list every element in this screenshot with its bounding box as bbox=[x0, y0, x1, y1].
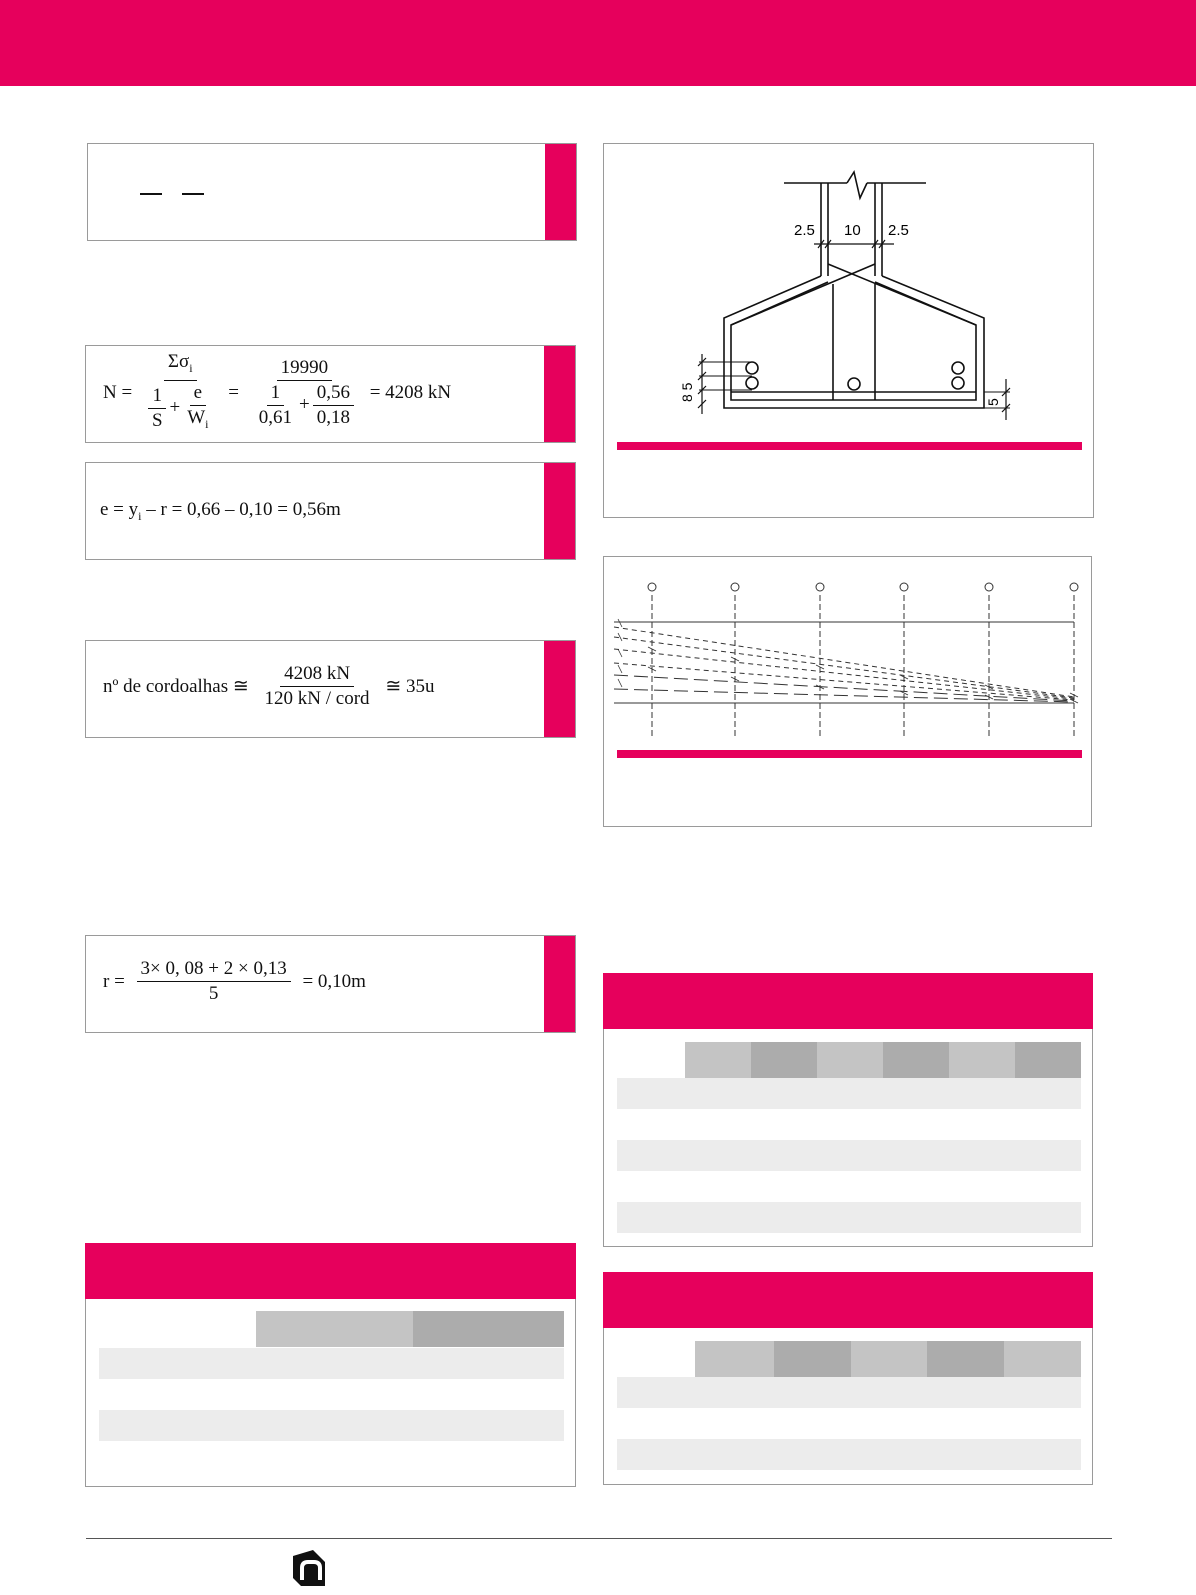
table-right-1 bbox=[603, 973, 1093, 1247]
header-bar bbox=[0, 0, 1196, 86]
equation-r: r = $\frac{3\times 0, 08 + 2 \times 0,13}{5}$ = 0,10m bbox=[103, 958, 366, 1004]
equation-cordoalhas: nº de cordoalhas ≅ $\frac{4208 kN}{\text{120 kN / cord}}$ ≅ 35u bbox=[103, 663, 435, 709]
dim-label: 2.5 bbox=[888, 222, 909, 239]
table-col-header bbox=[685, 1042, 751, 1078]
equation-n: N = $\Sigma\sigma_i$ $\frac{1}{S}$ + $\frac{e}{W_i}$ = 19990 $\frac{1}{0,61}$ + $\frac{0,56}{0,18}$ = 4208 kN bbox=[100, 351, 454, 435]
table-row bbox=[617, 1202, 1081, 1233]
table-col-header bbox=[695, 1341, 774, 1377]
formula-box-e bbox=[85, 462, 576, 560]
fraction-bar bbox=[140, 193, 162, 195]
table-left bbox=[85, 1243, 576, 1487]
dim-label: 5 bbox=[985, 398, 1001, 406]
table-col-header bbox=[949, 1042, 1015, 1078]
formula-tab bbox=[544, 641, 575, 737]
table-header-band bbox=[603, 973, 1093, 1029]
equation-e: $e = y_i - r = 0,66 - 0,10 = 0,56m$ bbox=[100, 499, 341, 523]
table-col-header bbox=[751, 1042, 817, 1078]
fraction-numeric: 19990 $\frac{1}{0,61}$ + $\frac{0,56}{0,18}$ bbox=[251, 357, 358, 429]
footer-rule bbox=[86, 1538, 1112, 1539]
dim-label: 2.5 bbox=[794, 222, 815, 239]
table-col-header bbox=[1004, 1341, 1081, 1377]
formula-tab bbox=[544, 936, 575, 1032]
eq-result: = 4208 kN bbox=[369, 381, 452, 403]
table-col-header bbox=[256, 1311, 413, 1347]
table-col-header bbox=[883, 1042, 949, 1078]
formula-tab bbox=[544, 346, 575, 442]
caption-bar bbox=[617, 750, 1082, 758]
fraction-bar bbox=[182, 193, 204, 195]
table-col-header bbox=[774, 1341, 851, 1377]
table-row bbox=[617, 1078, 1081, 1109]
table-row bbox=[617, 1377, 1081, 1408]
table-row bbox=[617, 1140, 1081, 1171]
table-col-header bbox=[1015, 1042, 1081, 1078]
table-row bbox=[99, 1348, 564, 1379]
caption-bar bbox=[617, 442, 1082, 450]
table-col-header bbox=[413, 1311, 564, 1347]
table-row bbox=[99, 1410, 564, 1441]
formula-tab bbox=[545, 144, 576, 240]
table-row bbox=[617, 1439, 1081, 1470]
dim-label: 10 bbox=[844, 222, 861, 239]
table-col-header bbox=[851, 1341, 927, 1377]
eq-lhs: N = bbox=[103, 381, 133, 403]
table-header-band bbox=[603, 1272, 1093, 1328]
formula-box-r bbox=[85, 935, 576, 1033]
formula-box-cordoalhas bbox=[85, 640, 576, 738]
figure-cross-section bbox=[603, 143, 1094, 518]
table-col-header bbox=[817, 1042, 883, 1078]
formula-box-top bbox=[87, 143, 577, 241]
fraction-sigma: $\Sigma\sigma_i$ $\frac{1}{S}$ + $\frac{e}{W_i}$ bbox=[144, 351, 217, 435]
publisher-logo-icon bbox=[289, 1548, 329, 1588]
formula-box-n bbox=[85, 345, 576, 443]
table-col-header bbox=[927, 1341, 1004, 1377]
cable-layout-drawing bbox=[604, 557, 1093, 747]
cross-section-drawing bbox=[604, 144, 1095, 444]
table-header-band bbox=[85, 1243, 576, 1299]
table-right-2 bbox=[603, 1272, 1093, 1485]
figure-cable-layout bbox=[603, 556, 1092, 827]
dim-label: 8 5 bbox=[679, 382, 695, 402]
formula-tab bbox=[544, 463, 575, 559]
